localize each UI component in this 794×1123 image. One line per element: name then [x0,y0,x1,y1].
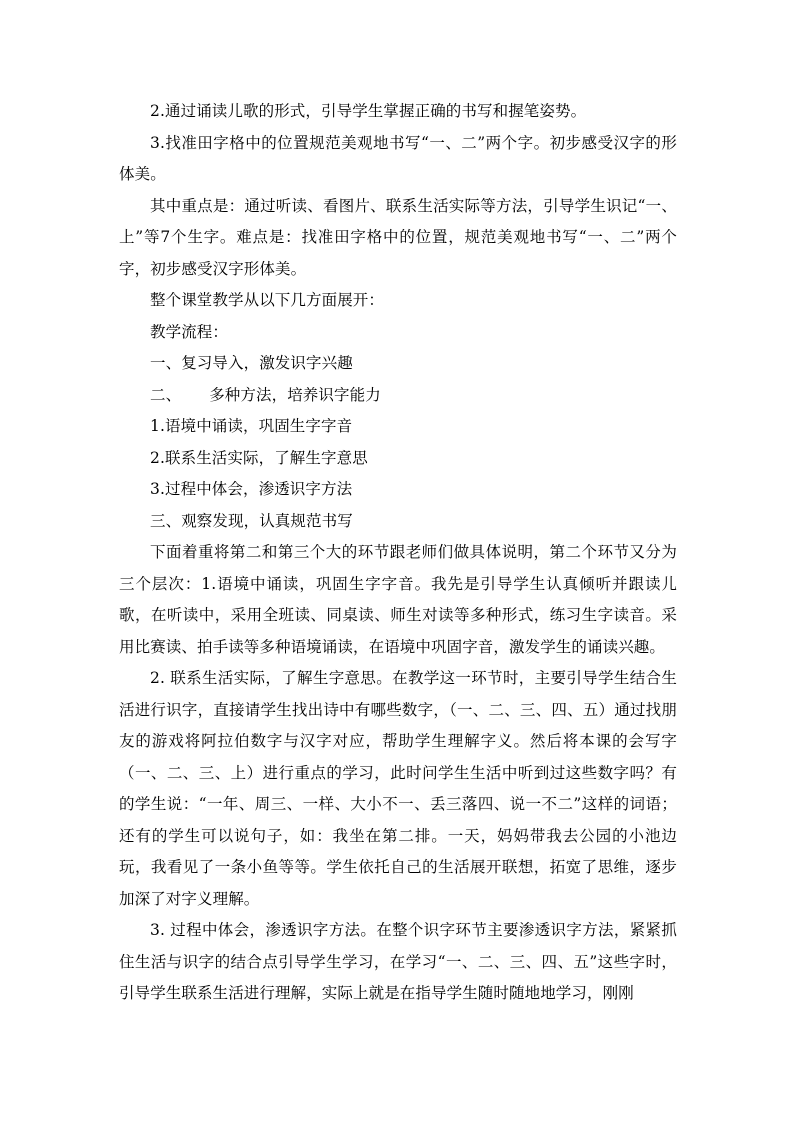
paragraph-intro: 整个课堂教学从以下几方面展开： [150,291,385,309]
outline-item-2 [119,380,677,412]
paragraph-process-heading: 教学流程： [150,322,229,341]
paragraph-goal-2: 2.通过诵读儿歌的形式，引导学生掌握正确的书写和握笔姿势。 [150,102,587,120]
outline-item-2-text: 多种方法，培养识字能力 [209,385,381,404]
paragraph-life-connection: 2. 联系生活实际，了解生字意思。在教学这一环节时，主要引导学生结合生活进行识字，直接请学生找出诗中有哪些数字，（一、二、三、四、五）通过找朋友的游戏将阿拉伯数字与汉字对应，帮助学生理解字义。然后将本课的会写字（一、二、三、上）进行重点的学习，此时问学生生活中听到过这些数字吗？有的学生说：“一年、周三、一样、大小不一、丢三落四、说一不二”这样的词语；还有的学生可以说句子，如：我坐在第二排。一天，妈妈带我去公园的小池边玩，我看见了一条小鱼等等。学生依托自己的生活展开联想，拓宽了思维，逐步加深了对字义理解。 [119,669,677,908]
outline-subitem-1: 1.语境中诵读，巩固生字字音 [150,417,353,435]
outline-item-2-number: 二、 [150,385,182,404]
paragraph-detail-explanation: 下面着重将第二和第三个大的环节跟老师们做具体说明，第二个环节又分为三个层次：1.语境中诵读，巩固生字字音。我先是引导学生认真倾听并跟读儿歌，在听读中，采用全班读、同桌读、师生对读等多种形式，练习生字读音。采用比赛读、拍手读等多种语境诵读，在语境中巩固字音，激发学生的诵读兴趣。 [119,543,677,656]
outline-subitem-3: 3.过程中体会，渗透识字方法 [150,480,353,498]
paragraph-key-points: 其中重点是：通过听读、看图片、联系生活实际等方法，引导学生识记“一、上”等7个生字。难点是：找准田字格中的位置，规范美观地书写“一、二”两个字，初步感受汉字形体美。 [119,196,677,278]
outline-item-1: 一、复习导入，激发识字兴趣 [150,354,353,372]
outline-item-3: 三、观察发现，认真规范书写 [150,511,353,530]
outline-subitem-2: 2.联系生活实际，了解生字意思 [150,448,368,467]
paragraph-method-infusion: 3. 过程中体会，渗透识字方法。在整个识字环节主要渗透识字方法，紧紧抓住生活与识字的结合点引导学生学习，在学习“一、二、三、四、五”这些字时，引导学生联系生活进行理解，实际上就是在指导学生随时随地地学习，刚刚 [119,921,677,1002]
document-body [119,96,677,1010]
paragraph-goal-3: 3.找准田字格中的位置规范美观地书写“一、二”两个字。初步感受汉字的形体美。 [119,133,677,183]
